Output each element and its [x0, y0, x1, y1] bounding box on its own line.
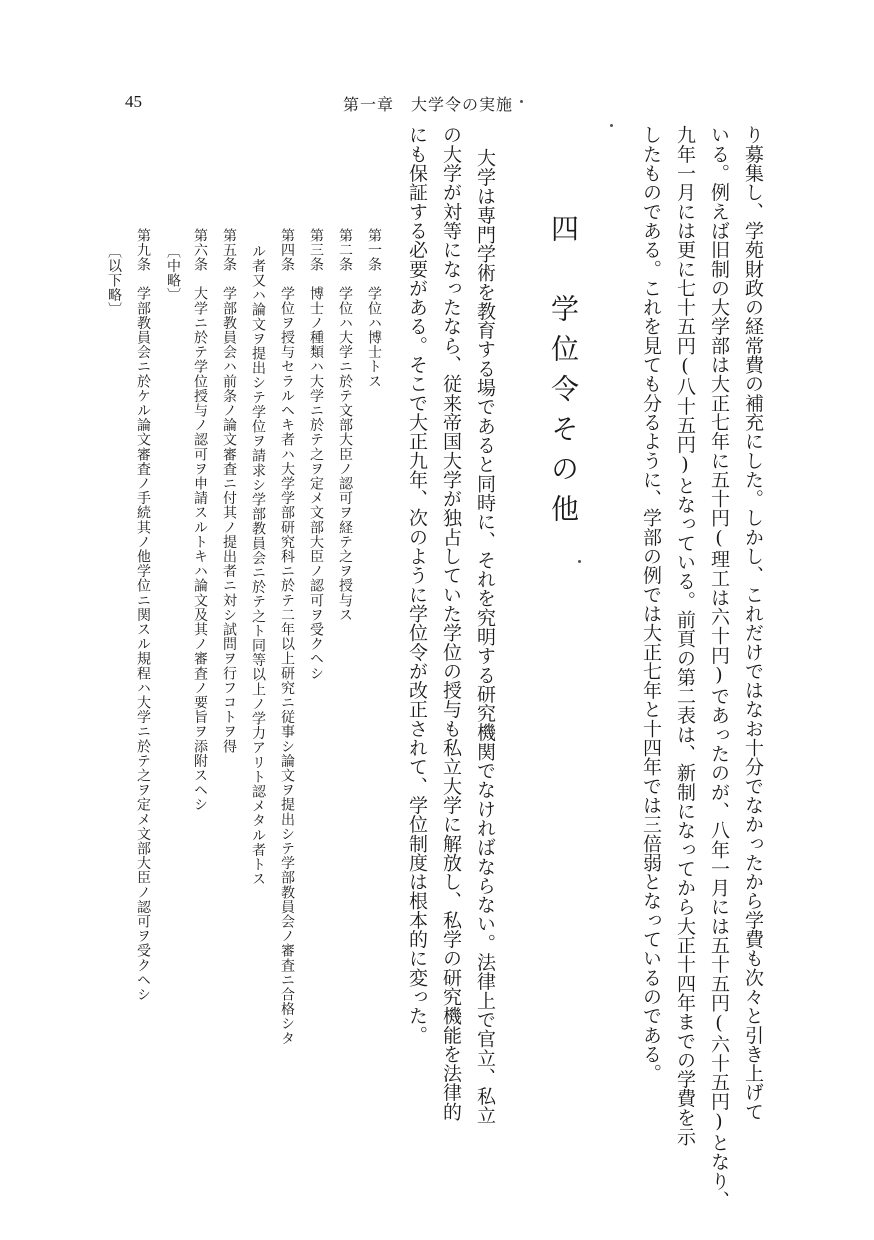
article-4-continued: ル者又ハ論文ヲ提出シテ学位ヲ請求シ学部教員会ニ於テ之ト同等以上ノ学力アリト認メタル者トス: [250, 244, 266, 887]
article-4: 第四条 学位ヲ授与セラルヘキ者ハ大学学部研究科ニ於テ二年以上研究ニ従事シ論文ヲ提出シテ学部教員会ノ審査ニ合格シタ: [279, 228, 295, 1046]
article-3: 第三条 博士ノ種類ハ大学ニ於テ之ヲ定メ文部大臣ノ認可ヲ受クヘシ: [308, 228, 324, 681]
print-speck: [610, 124, 613, 127]
paragraph-1-line-1: り募集し、学苑財政の経常費の補充にした。しかし、これだけではなお十分でなかったから学費も次々と引き上げて: [742, 125, 764, 1121]
page-number: 45: [125, 92, 142, 111]
article-2: 第二条 学位ハ大学ニ於テ文部大臣ノ認可ヲ経テ之ヲ授与ス: [337, 228, 353, 623]
section-heading: 四 学位令その他: [547, 214, 580, 534]
omission-middle-marker: 〔中略〕: [165, 244, 181, 303]
omission-end-marker: 〔以下略〕: [106, 244, 122, 317]
article-1: 第一条 学位ハ博士トス: [366, 228, 382, 389]
paragraph-2-line-3: にも保証する必要がある。そこで大正九年、次のように学位令が改正されて、学位制度は根本的に変った。: [406, 125, 428, 1045]
paragraph-1-line-3: 九年一月には更に七十五円(八十五円)となっている。前頁の第二表は、新制になってから大正十四年までの学費を示: [674, 125, 696, 1146]
running-head: 第一章 大学令の実施: [343, 95, 514, 114]
article-9: 第九条 学部教員会ニ於ケル論文審査ノ手続其ノ他学位ニ関スル規程ハ大学ニ於テ之ヲ定メ文部大臣ノ認可ヲ受クヘシ: [135, 228, 151, 1002]
paragraph-2-line-1: 大学は専門学術を教育する場であると同時に、それを究明する研究機関でなければならない。法律上で官立、私立: [474, 148, 496, 1125]
print-speck: [578, 560, 581, 563]
print-speck: [520, 100, 523, 103]
paragraph-1-line-2: いる。例えば旧制の大学部は大正七年に五十円(理工は六十円)であったのが、八年一月には五十五円(六十五円)となり、: [708, 125, 730, 1210]
article-6: 第六条 大学ニ於テ学位授与ノ認可ヲ申請スルトキハ論文及其ノ審査ノ要旨ヲ添附スヘシ: [192, 228, 208, 812]
paragraph-2-line-2: の大学が対等になったなら、従来帝国大学が独占していた学位の授与も私立大学に解放し、私学の研究機能を法律的: [440, 125, 462, 1121]
paragraph-1-line-4: したものである。これを見ても分るように、学部の例では大正七年と十四年では三倍弱となっているのである。: [640, 125, 662, 1083]
article-5: 第五条 学部教員会ハ前条ノ論文審査ニ付其ノ提出者ニ対シ試問ヲ行フコトヲ得: [221, 228, 237, 754]
